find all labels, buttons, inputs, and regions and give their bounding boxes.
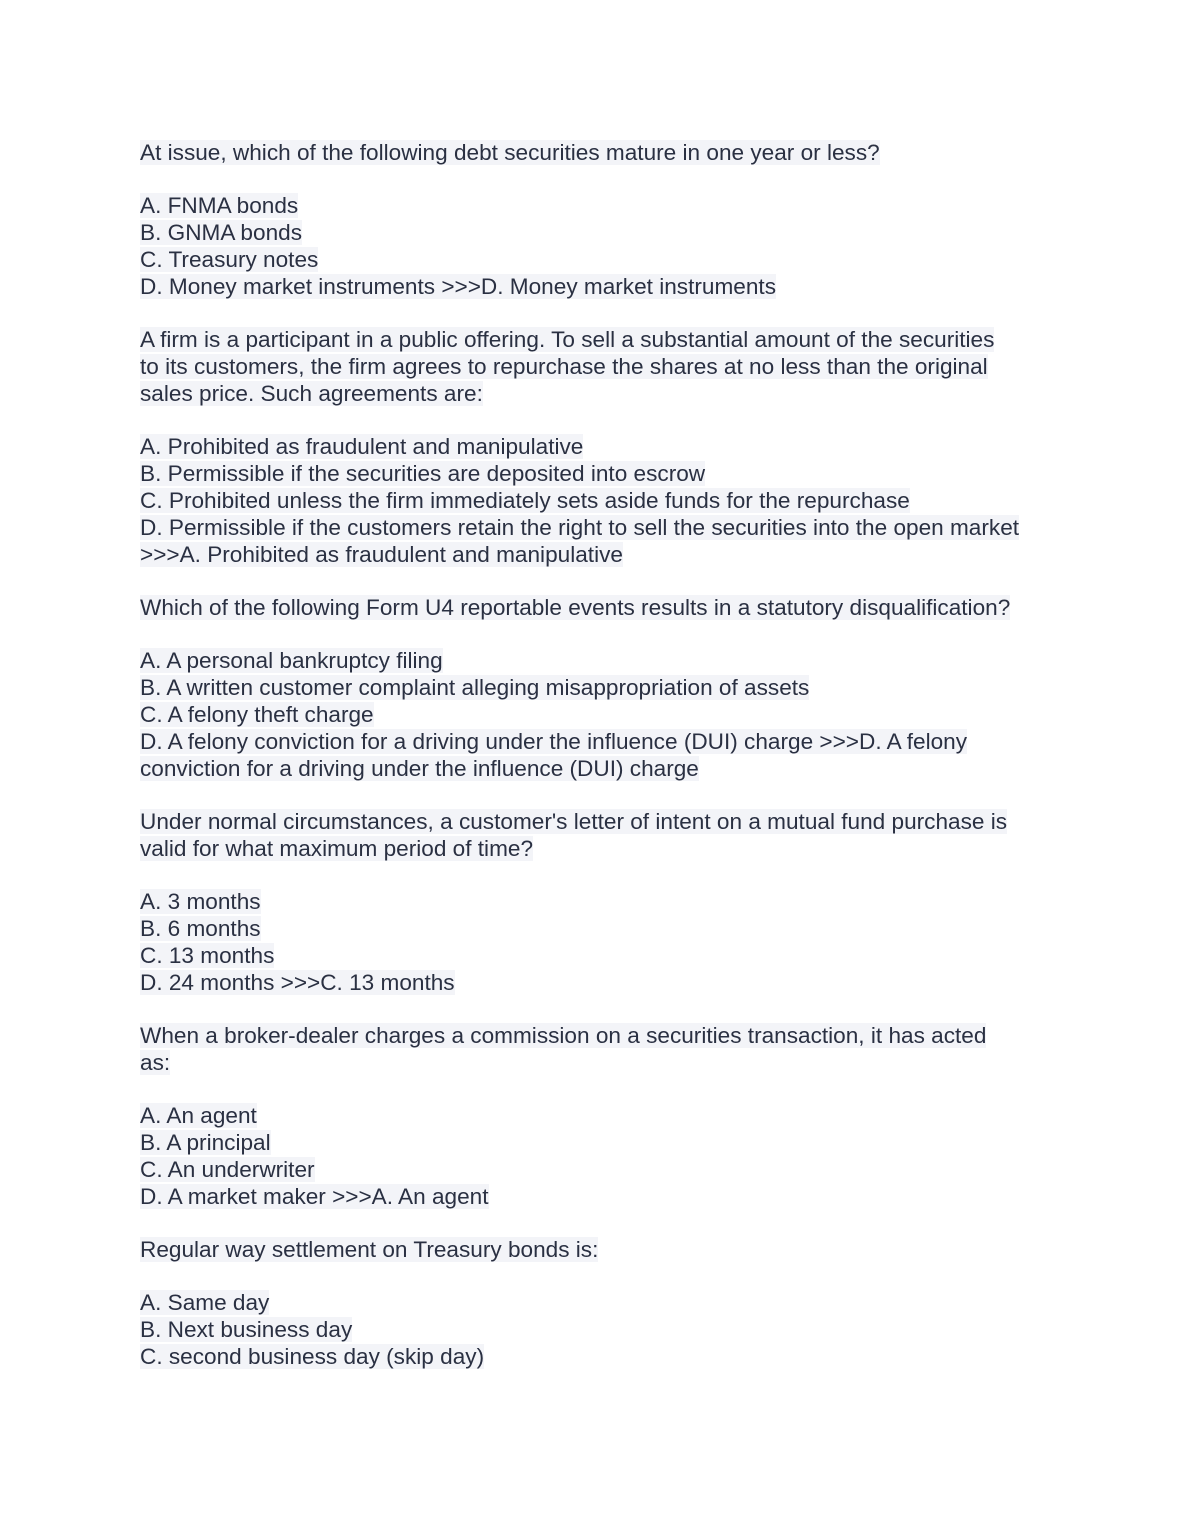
- question-4: [140, 808, 1060, 996]
- question-6: [140, 1236, 1060, 1370]
- answer-option: D. 24 months >>>C. 13 months: [140, 970, 455, 995]
- answer-option: A. An agent: [140, 1103, 257, 1128]
- answer-option: B. Permissible if the securities are deposited into escrow: [140, 461, 706, 486]
- answer-option: C. second business day (skip day): [140, 1344, 485, 1369]
- answer-option: A. Prohibited as fraudulent and manipulative: [140, 434, 584, 459]
- question-3: [140, 594, 1060, 782]
- answer-option: B. GNMA bonds: [140, 220, 302, 245]
- question-stem: sales price. Such agreements are:: [140, 381, 483, 406]
- answer-option: A. A personal bankruptcy filing: [140, 648, 443, 673]
- question-stem: Which of the following Form U4 reportable events results in a statutory disqualification?: [140, 595, 1011, 620]
- question-stem: Under normal circumstances, a customer's letter of intent on a mutual fund purchase is: [140, 809, 1008, 834]
- question-stem: When a broker-dealer charges a commission on a securities transaction, it has acted: [140, 1023, 987, 1048]
- answer-option: B. Next business day: [140, 1317, 353, 1342]
- answer-option: C. Prohibited unless the firm immediately sets aside funds for the repurchase: [140, 488, 910, 513]
- answer-option: B. A written customer complaint alleging misappropriation of assets: [140, 675, 810, 700]
- answer-option: A. Same day: [140, 1290, 270, 1315]
- answer-option: B. 6 months: [140, 916, 261, 941]
- question-stem: to its customers, the firm agrees to repurchase the shares at no less than the original: [140, 354, 988, 379]
- answer-option: D. Money market instruments >>>D. Money market instruments: [140, 274, 776, 299]
- question-stem: At issue, which of the following debt securities mature in one year or less?: [140, 140, 880, 165]
- answer-option: C. An underwriter: [140, 1157, 315, 1182]
- question-stem: valid for what maximum period of time?: [140, 836, 534, 861]
- document-page: [140, 139, 1060, 1370]
- question-1: [140, 139, 1060, 300]
- question-stem: A firm is a participant in a public offering. To sell a substantial amount of the securities: [140, 327, 995, 352]
- question-stem: Regular way settlement on Treasury bonds is:: [140, 1237, 599, 1262]
- answer-option: A. 3 months: [140, 889, 261, 914]
- question-2: [140, 326, 1060, 568]
- answer-key: >>>A. Prohibited as fraudulent and manipulative: [140, 542, 623, 567]
- answer-option: D. A felony conviction for a driving under the influence (DUI) charge >>>D. A felony: [140, 729, 968, 754]
- question-5: [140, 1022, 1060, 1210]
- answer-option: C. Treasury notes: [140, 247, 319, 272]
- answer-key: conviction for a driving under the influence (DUI) charge: [140, 756, 699, 781]
- answer-option: B. A principal: [140, 1130, 271, 1155]
- answer-option: D. Permissible if the customers retain the right to sell the securities into the open market: [140, 515, 1020, 540]
- question-stem: as:: [140, 1050, 171, 1075]
- answer-option: C. 13 months: [140, 943, 275, 968]
- answer-option: A. FNMA bonds: [140, 193, 299, 218]
- answer-option: D. A market maker >>>A. An agent: [140, 1184, 489, 1209]
- answer-option: C. A felony theft charge: [140, 702, 374, 727]
